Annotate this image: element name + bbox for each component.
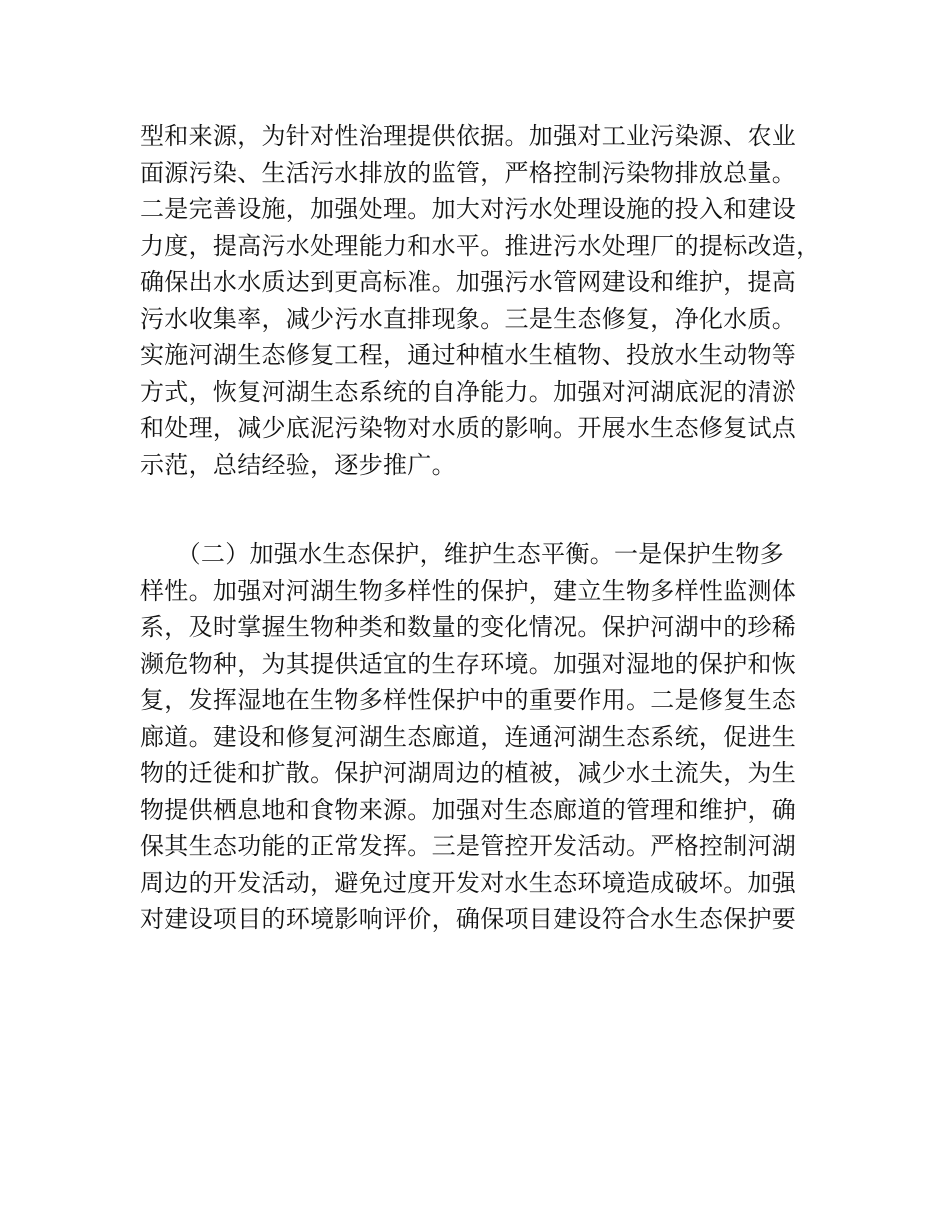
text-line: 力度，提高污水处理能力和水平。推进污水处理厂的提标改造， [140,231,821,260]
text-line: 二是完善设施，加强处理。加大对污水处理设施的投入和建设 [140,195,797,223]
text-line: （二）加强水生态保护，维护生态平衡。一是保护生物多 [140,540,785,568]
text-line: 样性。加强对河湖生物多样性的保护，建立生物多样性监测体 [140,576,797,605]
text-line: 和处理，减少底泥污染物对水质的影响。开展水生态修复试点 [140,414,797,442]
text-line: 复，发挥湿地在生物多样性保护中的重要作用。二是修复生态 [140,686,797,714]
text-line: 物的迁徙和扩散。保护河湖周边的植被，减少水土流失，为生 [140,759,797,787]
text-line: 方式，恢复河湖生态系统的自净能力。加强对河湖底泥的清淤 [140,377,797,406]
text-line: 濒危物种，为其提供适宜的生存环境。加强对湿地的保护和恢 [140,649,797,678]
paragraph-water-pollution-control [140,118,840,483]
text-line: 污水收集率，减少污水直排现象。三是生态修复，净化水质。 [140,304,797,333]
text-line: 示范，总结经验，逐步推广。 [140,450,456,479]
text-line: 保其生态功能的正常发挥。三是管控开发活动。严格控制河湖 [140,832,797,860]
text-line: 周边的开发活动，避免过度开发对水生态环境造成破坏。加强 [140,868,797,897]
text-line: 物提供栖息地和食物来源。加强对生态廊道的管理和维护，确 [140,795,797,824]
text-line: 系，及时掌握生物种类和数量的变化情况。保护河湖中的珍稀 [140,613,797,641]
text-line: 型和来源，为针对性治理提供依据。加强对工业污染源、农业 [140,122,797,150]
paragraph-water-ecology-protection [140,536,840,938]
text-line: 确保出水水质达到更高标准。加强污水管网建设和维护，提高 [140,268,797,296]
text-line: 面源污染、生活污水排放的监管，严格控制污染物排放总量。 [140,158,797,187]
text-line: 廊道。建设和修复河湖生态廊道，连通河湖生态系统，促进生 [140,722,797,751]
text-line: 实施河湖生态修复工程，通过种植水生植物、投放水生动物等 [140,341,797,369]
text-line: 对建设项目的环境影响评价，确保项目建设符合水生态保护要 [140,905,797,933]
